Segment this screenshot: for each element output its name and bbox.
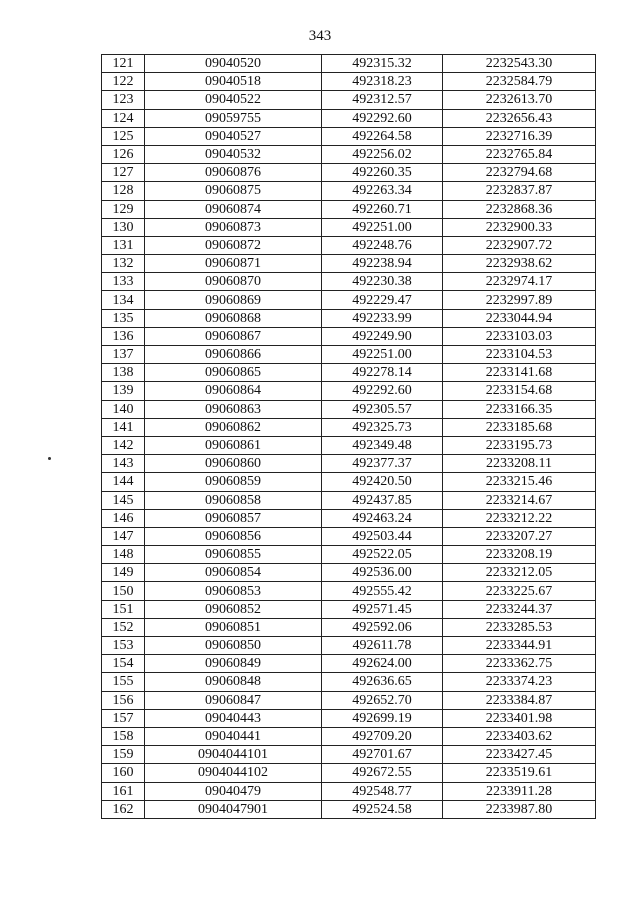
row-number-cell: 153 <box>102 637 145 655</box>
table-row <box>102 73 596 91</box>
x-coordinate-cell: 492709.20 <box>322 727 443 745</box>
x-coordinate-cell: 492672.55 <box>322 764 443 782</box>
y-coordinate-cell: 2233519.61 <box>443 764 596 782</box>
row-number-cell: 152 <box>102 618 145 636</box>
y-coordinate-cell: 2232584.79 <box>443 73 596 91</box>
point-id-cell: 09060872 <box>145 236 322 254</box>
table-row <box>102 691 596 709</box>
x-coordinate-cell: 492555.42 <box>322 582 443 600</box>
x-coordinate-cell: 492503.44 <box>322 527 443 545</box>
point-id-cell: 0904044102 <box>145 764 322 782</box>
row-number-cell: 132 <box>102 255 145 273</box>
row-number-cell: 130 <box>102 218 145 236</box>
row-number-cell: 157 <box>102 709 145 727</box>
row-number-cell: 162 <box>102 800 145 818</box>
y-coordinate-cell: 2233427.45 <box>443 746 596 764</box>
point-id-cell: 09040518 <box>145 73 322 91</box>
point-id-cell: 09060860 <box>145 455 322 473</box>
y-coordinate-cell: 2232794.68 <box>443 164 596 182</box>
y-coordinate-cell: 2232900.33 <box>443 218 596 236</box>
table-row <box>102 673 596 691</box>
table-row <box>102 527 596 545</box>
y-coordinate-cell: 2232765.84 <box>443 145 596 163</box>
x-coordinate-cell: 492249.90 <box>322 327 443 345</box>
row-number-cell: 127 <box>102 164 145 182</box>
table-row <box>102 127 596 145</box>
x-coordinate-cell: 492377.37 <box>322 455 443 473</box>
table-row <box>102 273 596 291</box>
table-row <box>102 509 596 527</box>
point-id-cell: 09060851 <box>145 618 322 636</box>
table-row <box>102 455 596 473</box>
row-number-cell: 131 <box>102 236 145 254</box>
table-row <box>102 382 596 400</box>
point-id-cell: 09060858 <box>145 491 322 509</box>
point-id-cell: 09060847 <box>145 691 322 709</box>
row-number-cell: 135 <box>102 309 145 327</box>
row-number-cell: 148 <box>102 546 145 564</box>
row-number-cell: 160 <box>102 764 145 782</box>
row-number-cell: 150 <box>102 582 145 600</box>
table-row <box>102 200 596 218</box>
x-coordinate-cell: 492315.32 <box>322 55 443 73</box>
point-id-cell: 0904047901 <box>145 800 322 818</box>
point-id-cell: 09060850 <box>145 637 322 655</box>
table-row <box>102 145 596 163</box>
x-coordinate-cell: 492238.94 <box>322 255 443 273</box>
x-coordinate-cell: 492652.70 <box>322 691 443 709</box>
row-number-cell: 136 <box>102 327 145 345</box>
point-id-cell: 09060854 <box>145 564 322 582</box>
row-number-cell: 121 <box>102 55 145 73</box>
y-coordinate-cell: 2232613.70 <box>443 91 596 109</box>
table-row <box>102 400 596 418</box>
x-coordinate-cell: 492624.00 <box>322 655 443 673</box>
x-coordinate-cell: 492699.19 <box>322 709 443 727</box>
x-coordinate-cell: 492230.38 <box>322 273 443 291</box>
x-coordinate-cell: 492571.45 <box>322 600 443 618</box>
point-id-cell: 09060848 <box>145 673 322 691</box>
point-id-cell: 09060857 <box>145 509 322 527</box>
table-row <box>102 782 596 800</box>
row-number-cell: 154 <box>102 655 145 673</box>
point-id-cell: 09060871 <box>145 255 322 273</box>
y-coordinate-cell: 2233195.73 <box>443 436 596 454</box>
y-coordinate-cell: 2233403.62 <box>443 727 596 745</box>
point-id-cell: 09060853 <box>145 582 322 600</box>
y-coordinate-cell: 2233225.67 <box>443 582 596 600</box>
y-coordinate-cell: 2232938.62 <box>443 255 596 273</box>
y-coordinate-cell: 2232868.36 <box>443 200 596 218</box>
row-number-cell: 138 <box>102 364 145 382</box>
y-coordinate-cell: 2233166.35 <box>443 400 596 418</box>
x-coordinate-cell: 492292.60 <box>322 382 443 400</box>
row-number-cell: 137 <box>102 346 145 364</box>
point-id-cell: 09040479 <box>145 782 322 800</box>
x-coordinate-cell: 492524.58 <box>322 800 443 818</box>
point-id-cell: 09040520 <box>145 55 322 73</box>
y-coordinate-cell: 2233362.75 <box>443 655 596 673</box>
x-coordinate-cell: 492292.60 <box>322 109 443 127</box>
table-row <box>102 364 596 382</box>
x-coordinate-cell: 492536.00 <box>322 564 443 582</box>
y-coordinate-cell: 2233212.22 <box>443 509 596 527</box>
table-row <box>102 236 596 254</box>
x-coordinate-cell: 492260.71 <box>322 200 443 218</box>
point-id-cell: 09040527 <box>145 127 322 145</box>
table-row <box>102 309 596 327</box>
point-id-cell: 09040443 <box>145 709 322 727</box>
y-coordinate-cell: 2232837.87 <box>443 182 596 200</box>
page-number: 343 <box>308 28 332 44</box>
row-number-cell: 155 <box>102 673 145 691</box>
point-id-cell: 09060852 <box>145 600 322 618</box>
table-row <box>102 164 596 182</box>
row-number-cell: 149 <box>102 564 145 582</box>
point-id-cell: 09060873 <box>145 218 322 236</box>
y-coordinate-cell: 2233185.68 <box>443 418 596 436</box>
row-number-cell: 142 <box>102 436 145 454</box>
row-number-cell: 140 <box>102 400 145 418</box>
table-row <box>102 55 596 73</box>
x-coordinate-cell: 492256.02 <box>322 145 443 163</box>
y-coordinate-cell: 2233215.46 <box>443 473 596 491</box>
coordinate-table <box>101 54 596 819</box>
point-id-cell: 09060868 <box>145 309 322 327</box>
point-id-cell: 09060861 <box>145 436 322 454</box>
x-coordinate-cell: 492611.78 <box>322 637 443 655</box>
row-number-cell: 147 <box>102 527 145 545</box>
point-id-cell: 09040441 <box>145 727 322 745</box>
row-number-cell: 126 <box>102 145 145 163</box>
row-number-cell: 123 <box>102 91 145 109</box>
table-row <box>102 637 596 655</box>
table-row <box>102 436 596 454</box>
x-coordinate-cell: 492349.48 <box>322 436 443 454</box>
table-row <box>102 91 596 109</box>
table-row <box>102 546 596 564</box>
point-id-cell: 09060862 <box>145 418 322 436</box>
x-coordinate-cell: 492251.00 <box>322 346 443 364</box>
table-row <box>102 327 596 345</box>
y-coordinate-cell: 2233141.68 <box>443 364 596 382</box>
y-coordinate-cell: 2233154.68 <box>443 382 596 400</box>
x-coordinate-cell: 492701.67 <box>322 746 443 764</box>
table-row <box>102 709 596 727</box>
row-number-cell: 143 <box>102 455 145 473</box>
x-coordinate-cell: 492248.76 <box>322 236 443 254</box>
x-coordinate-cell: 492264.58 <box>322 127 443 145</box>
row-number-cell: 156 <box>102 691 145 709</box>
y-coordinate-cell: 2233208.11 <box>443 455 596 473</box>
y-coordinate-cell: 2233208.19 <box>443 546 596 564</box>
x-coordinate-cell: 492325.73 <box>322 418 443 436</box>
y-coordinate-cell: 2232543.30 <box>443 55 596 73</box>
point-id-cell: 09060870 <box>145 273 322 291</box>
point-id-cell: 09040532 <box>145 145 322 163</box>
y-coordinate-cell: 2233344.91 <box>443 637 596 655</box>
x-coordinate-cell: 492251.00 <box>322 218 443 236</box>
row-number-cell: 159 <box>102 746 145 764</box>
point-id-cell: 09060865 <box>145 364 322 382</box>
y-coordinate-cell: 2233044.94 <box>443 309 596 327</box>
table-row <box>102 746 596 764</box>
row-number-cell: 141 <box>102 418 145 436</box>
table-row <box>102 491 596 509</box>
x-coordinate-cell: 492233.99 <box>322 309 443 327</box>
table-row <box>102 255 596 273</box>
x-coordinate-cell: 492318.23 <box>322 73 443 91</box>
point-id-cell: 09060855 <box>145 546 322 564</box>
point-id-cell: 09040522 <box>145 91 322 109</box>
row-number-cell: 125 <box>102 127 145 145</box>
row-number-cell: 144 <box>102 473 145 491</box>
y-coordinate-cell: 2233104.53 <box>443 346 596 364</box>
table-row <box>102 291 596 309</box>
row-number-cell: 151 <box>102 600 145 618</box>
table-row <box>102 600 596 618</box>
y-coordinate-cell: 2233285.53 <box>443 618 596 636</box>
table-row <box>102 418 596 436</box>
point-id-cell: 09060869 <box>145 291 322 309</box>
point-id-cell: 09060875 <box>145 182 322 200</box>
y-coordinate-cell: 2233374.23 <box>443 673 596 691</box>
row-number-cell: 145 <box>102 491 145 509</box>
y-coordinate-cell: 2233212.05 <box>443 564 596 582</box>
row-number-cell: 128 <box>102 182 145 200</box>
y-coordinate-cell: 2233911.28 <box>443 782 596 800</box>
y-coordinate-cell: 2233103.03 <box>443 327 596 345</box>
y-coordinate-cell: 2233214.67 <box>443 491 596 509</box>
point-id-cell: 09060874 <box>145 200 322 218</box>
x-coordinate-cell: 492278.14 <box>322 364 443 382</box>
row-number-cell: 161 <box>102 782 145 800</box>
point-id-cell: 09060856 <box>145 527 322 545</box>
table-row <box>102 564 596 582</box>
x-coordinate-cell: 492636.65 <box>322 673 443 691</box>
x-coordinate-cell: 492312.57 <box>322 91 443 109</box>
y-coordinate-cell: 2233207.27 <box>443 527 596 545</box>
table-row <box>102 346 596 364</box>
table-row <box>102 655 596 673</box>
point-id-cell: 0904044101 <box>145 746 322 764</box>
x-coordinate-cell: 492260.35 <box>322 164 443 182</box>
table-row <box>102 473 596 491</box>
table-row <box>102 182 596 200</box>
y-coordinate-cell: 2232716.39 <box>443 127 596 145</box>
x-coordinate-cell: 492229.47 <box>322 291 443 309</box>
row-number-cell: 146 <box>102 509 145 527</box>
y-coordinate-cell: 2232907.72 <box>443 236 596 254</box>
point-id-cell: 09059755 <box>145 109 322 127</box>
table-row <box>102 218 596 236</box>
row-number-cell: 124 <box>102 109 145 127</box>
row-number-cell: 139 <box>102 382 145 400</box>
y-coordinate-cell: 2233987.80 <box>443 800 596 818</box>
y-coordinate-cell: 2232997.89 <box>443 291 596 309</box>
table-row <box>102 109 596 127</box>
y-coordinate-cell: 2232656.43 <box>443 109 596 127</box>
row-number-cell: 122 <box>102 73 145 91</box>
table-row <box>102 727 596 745</box>
scan-speck <box>48 457 51 460</box>
point-id-cell: 09060864 <box>145 382 322 400</box>
x-coordinate-cell: 492437.85 <box>322 491 443 509</box>
table-row <box>102 800 596 818</box>
x-coordinate-cell: 492522.05 <box>322 546 443 564</box>
x-coordinate-cell: 492420.50 <box>322 473 443 491</box>
x-coordinate-cell: 492263.34 <box>322 182 443 200</box>
table-body <box>102 55 596 819</box>
row-number-cell: 133 <box>102 273 145 291</box>
point-id-cell: 09060867 <box>145 327 322 345</box>
x-coordinate-cell: 492592.06 <box>322 618 443 636</box>
table-row <box>102 618 596 636</box>
y-coordinate-cell: 2232974.17 <box>443 273 596 291</box>
point-id-cell: 09060863 <box>145 400 322 418</box>
row-number-cell: 158 <box>102 727 145 745</box>
row-number-cell: 134 <box>102 291 145 309</box>
y-coordinate-cell: 2233384.87 <box>443 691 596 709</box>
x-coordinate-cell: 492463.24 <box>322 509 443 527</box>
x-coordinate-cell: 492548.77 <box>322 782 443 800</box>
point-id-cell: 09060876 <box>145 164 322 182</box>
row-number-cell: 129 <box>102 200 145 218</box>
point-id-cell: 09060866 <box>145 346 322 364</box>
point-id-cell: 09060849 <box>145 655 322 673</box>
table-row <box>102 764 596 782</box>
y-coordinate-cell: 2233401.98 <box>443 709 596 727</box>
x-coordinate-cell: 492305.57 <box>322 400 443 418</box>
y-coordinate-cell: 2233244.37 <box>443 600 596 618</box>
point-id-cell: 09060859 <box>145 473 322 491</box>
table-row <box>102 582 596 600</box>
